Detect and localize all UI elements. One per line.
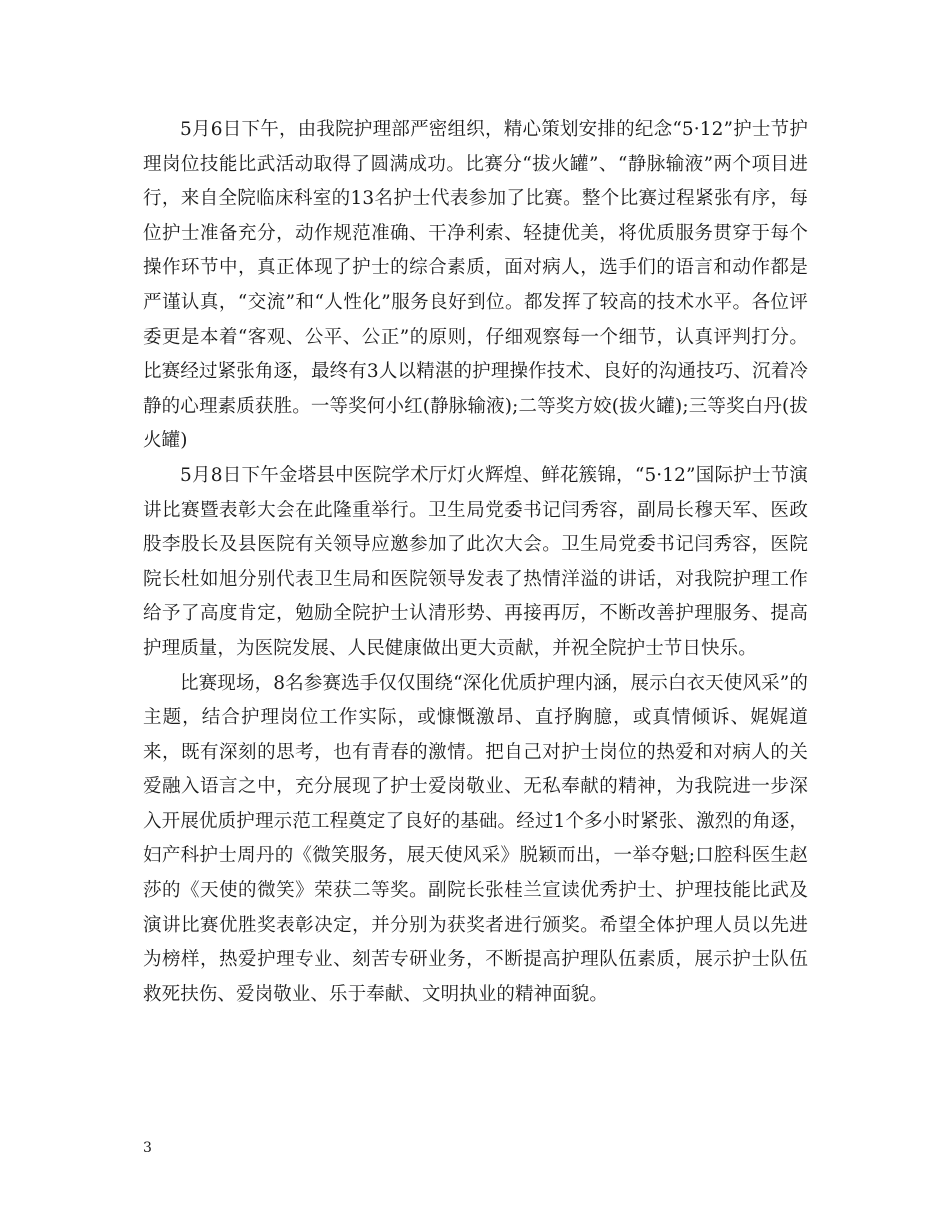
paragraph-speech-ceremony: 5月8日下午金塔县中医院学术厅灯火辉煌、鲜花簇锦，“5·12”国际护士节演讲比赛暨表彰大会在此隆重举行。卫生局党委书记闫秀容，副局长穆天军、医政股李股长及县医院有关领导应邀参加了此次大会。卫生局党委书记闫秀容，医院院长杜如旭分别代表卫生局和医院领导发表了热情洋溢的讲话，对我院护理工作给予了高度肯定，勉励全院护士认清形势、再接再厉，不断改善护理服务、提高护理质量，为医院发展、人民健康做出更大贡献，并祝全院护士节日快乐。 bbox=[143, 464, 808, 659]
paragraph-skills-competition: 5月6日下午，由我院护理部严密组织，精心策划安排的纪念“5·12”护士节护理岗位技能比武活动取得了圆满成功。比赛分“拔火罐”、“静脉输液”两个项目进行，来自全院临床科室的13名护士代表参加了比赛。整个比赛过程紧张有序，每位护士准备充分，动作规范准确、干净利索、轻捷优美，将优质服务贯穿于每个操作环节中，真正体现了护士的综合素质，面对病人，选手们的语言和动作都是严谨认真，“交流”和“人性化”服务良好到位。都发挥了较高的技术水平。各位评委更是本着“客观、公平、公正”的原则，仔细观察每一个细节，认真评判打分。比赛经过紧张角逐，最终有3人以精湛的护理操作技术、良好的沟通技巧、沉着冷静的心理素质获胜。一等奖何小红(静脉输液);二等奖方姣(拔火罐);三等奖白丹(拔火罐) bbox=[143, 119, 808, 452]
document-body bbox=[143, 113, 808, 1012]
page-number: 3 bbox=[143, 1140, 152, 1156]
paragraph-speech-contest: 比赛现场，8名参赛选手仅仅围绕“深化优质护理内涵，展示白衣天使风采”的主题，结合护理岗位工作实际，或慷慨激昂、直抒胸臆，或真情倾诉、娓娓道来，既有深刻的思考，也有青春的激情。把自己对护士岗位的热爱和对病人的关爱融入语言之中，充分展现了护士爱岗敬业、无私奉献的精神，为我院进一步深入开展优质护理示范工程奠定了良好的基础。经过1个多小时紧张、激烈的角逐，妇产科护士周丹的《微笑服务，展天使风采》脱颖而出，一举夺魁;口腔科医生赵莎的《天使的微笑》荣获二等奖。副院长张桂兰宣读优秀护士、护理技能比武及演讲比赛优胜奖表彰决定，并分别为获奖者进行颁奖。希望全体护理人员以先进为榜样，热爱护理专业、刻苦专研业务，不断提高护理队伍素质，展示护士队伍救死扶伤、爱岗敬业、乐于奉献、文明执业的精神面貌。 bbox=[143, 672, 808, 1005]
